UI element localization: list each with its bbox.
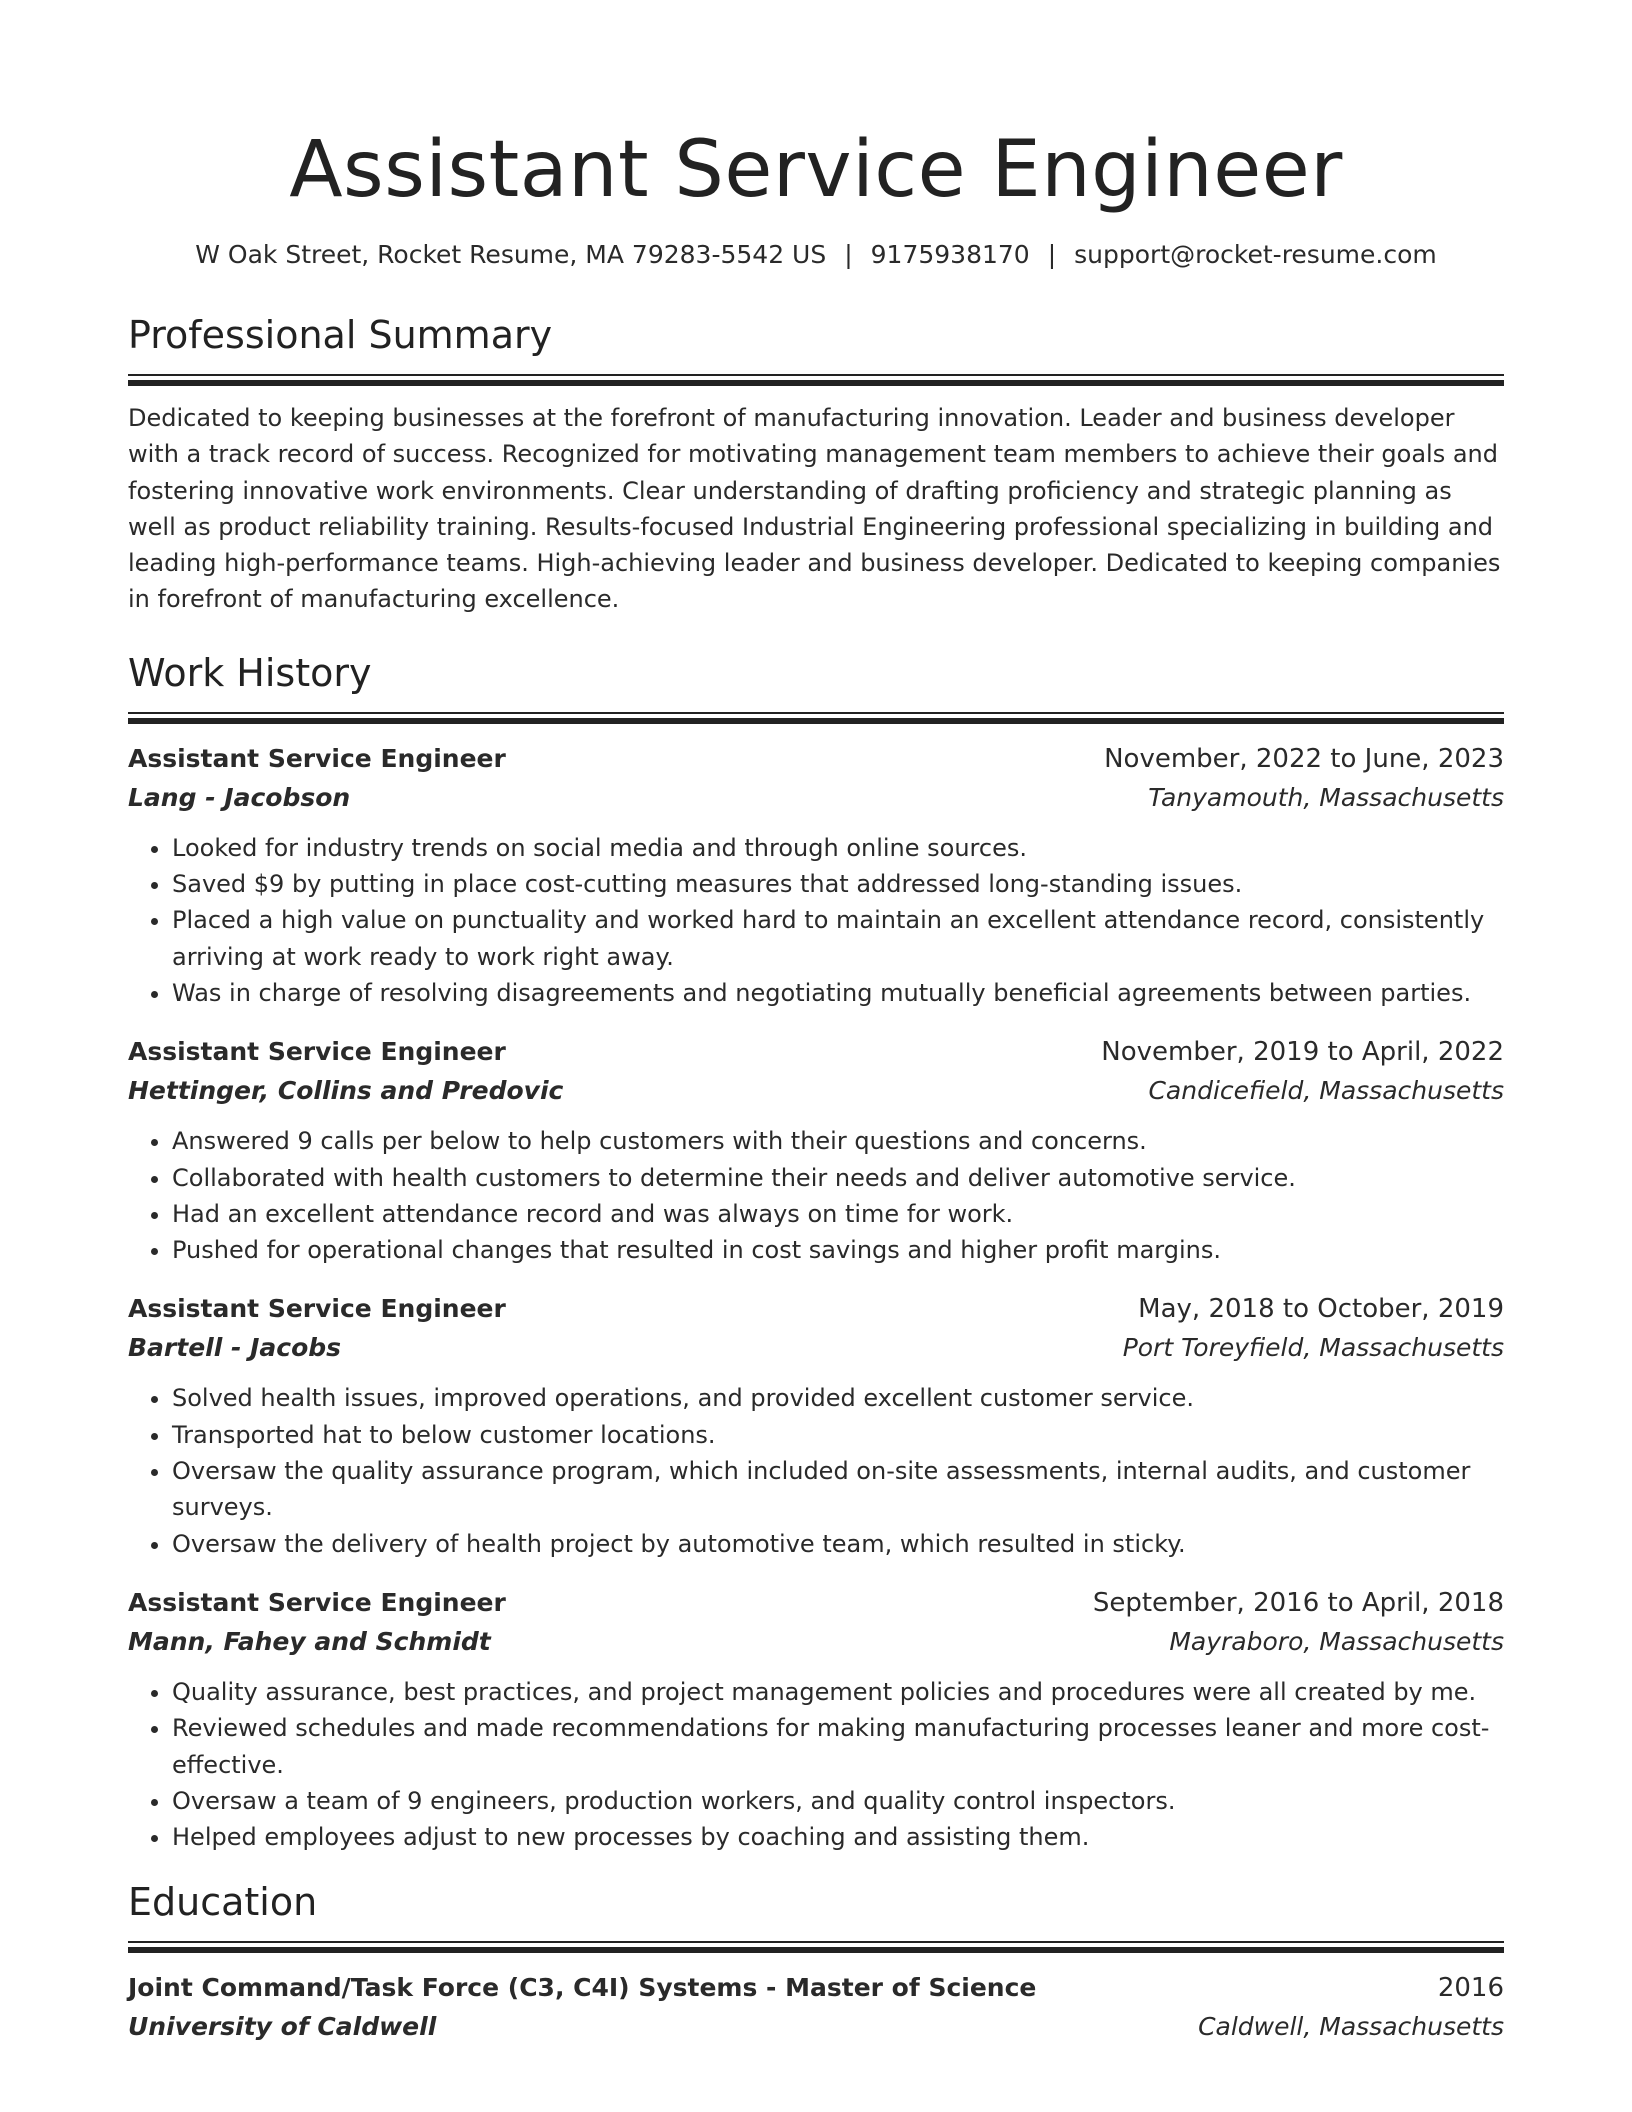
job-bullet: • Transported hat to below customer locations. [172,1417,1504,1453]
resume-page [128,0,1504,2047]
job-bullets [128,1123,1504,1268]
job-location: Candicefield, Massachusetts [1148,1076,1504,1106]
education-school: University of Caldwell [128,2012,437,2042]
job-bullet: • Was in charge of resolving disagreements and negotiating mutually beneficial agreements between parties. [172,975,1504,1011]
section-rule-thick [128,380,1504,386]
section-heading-summary: Professional Summary [128,313,553,357]
summary-text: Dedicated to keeping businesses at the forefront of manufacturing innovation. Leader and business developer with a track record of success. Recognized for motivating management team members to achieve their goals and fostering innovative work environments. Clear understanding of drafting proficiency and strategic planning as well as product reliability training. Results-focused Industrial Engineering professional specializing in building and leading high-performance teams. High-achieving leader and business developer. Dedicated to keeping companies in forefront of manufacturing excellence. [128,404,1501,614]
section-heading-work: Work History [128,650,372,695]
education-entry [128,1969,1504,2047]
job-entry [128,740,1504,1011]
job-dates: September, 2016 to April, 2018 [1092,1587,1504,1618]
job-bullets [128,1380,1504,1561]
job-bullet: • Placed a high value on punctuality and worked hard to maintain an excellent attendance record, consistently arriving at work ready to work right away. [172,902,1504,975]
section-rule-thick [128,1947,1504,1953]
job-bullet: • Oversaw the quality assurance program, which included on-site assessments, internal audits, and customer surveys. [172,1453,1504,1526]
job-bullet: • Collaborated with health customers to determine their needs and deliver automotive service. [172,1160,1504,1196]
job-bullet: • Answered 9 calls per below to help customers with their questions and concerns. [172,1123,1504,1159]
section-rule [128,712,1504,714]
job-bullet: • Oversaw the delivery of health project by automotive team, which resulted in sticky. [172,1526,1504,1562]
job-entry [128,1290,1504,1561]
job-location: Mayraboro, Massachusetts [1169,1626,1504,1656]
section-rule-thick [128,718,1504,724]
job-entry [128,1584,1504,1855]
education-year: 2016 [1437,1973,1504,2004]
section-rule [128,1941,1504,1943]
job-bullets [128,1674,1504,1855]
job-company: Hettinger, Collins and Predovic [128,1076,564,1106]
job-bullet: • Oversaw a team of 9 engineers, production workers, and quality control inspectors. [172,1783,1504,1819]
contact-phone: 9175938170 [870,240,1030,269]
education-location: Caldwell, Massachusetts [1198,2012,1504,2042]
job-bullets [128,830,1504,1011]
job-location: Port Toreyfield, Massachusetts [1122,1333,1504,1363]
job-dates: May, 2018 to October, 2019 [1138,1294,1504,1325]
job-title: Assistant Service Engineer [128,1587,506,1617]
job-bullet: • Had an excellent attendance record and was always on time for work. [172,1196,1504,1232]
job-bullet: • Pushed for operational changes that resulted in cost savings and higher profit margins. [172,1232,1504,1268]
job-bullet: • Solved health issues, improved operations, and provided excellent customer service. [172,1380,1504,1416]
contact-email: support@rocket-resume.com [1074,240,1437,269]
job-company: Bartell - Jacobs [128,1333,342,1363]
job-bullet: • Reviewed schedules and made recommendations for making manufacturing processes leaner and more cost-effective. [172,1710,1504,1783]
job-company: Mann, Fahey and Schmidt [128,1626,491,1656]
work-history-section [128,648,1504,1856]
contact-separator: | [1047,240,1057,269]
contact-address: W Oak Street, Rocket Resume, MA 79283-5542 US [195,240,827,269]
section-heading-education: Education [128,1880,318,1925]
job-location: Tanyamouth, Massachusetts [1148,782,1504,812]
education-section [128,1877,1504,2047]
contact-line [128,238,1504,272]
job-bullet: • Saved $9 by putting in place cost-cutting measures that addressed long-standing issues. [172,866,1504,902]
contact-separator: | [844,240,853,269]
job-bullet: • Quality assurance, best practices, and project management policies and procedures were all created by me. [172,1674,1504,1710]
job-dates: November, 2019 to April, 2022 [1101,1037,1504,1068]
job-title: Assistant Service Engineer [128,743,506,773]
job-bullet: • Looked for industry trends on social media and through online sources. [172,830,1504,866]
education-degree: Joint Command/Task Force (C3, C4I) Systems - Master of Science [128,1973,1037,2003]
summary-section [128,310,1504,618]
job-dates: November, 2022 to June, 2023 [1104,743,1504,774]
job-company: Lang - Jacobson [128,782,351,812]
resume-name: Assistant Service Engineer [289,125,1343,215]
job-title: Assistant Service Engineer [128,1037,506,1067]
job-title: Assistant Service Engineer [128,1294,506,1324]
section-rule [128,374,1504,376]
job-bullet: • Helped employees adjust to new processes by coaching and assisting them. [172,1819,1504,1855]
job-entry [128,1033,1504,1268]
